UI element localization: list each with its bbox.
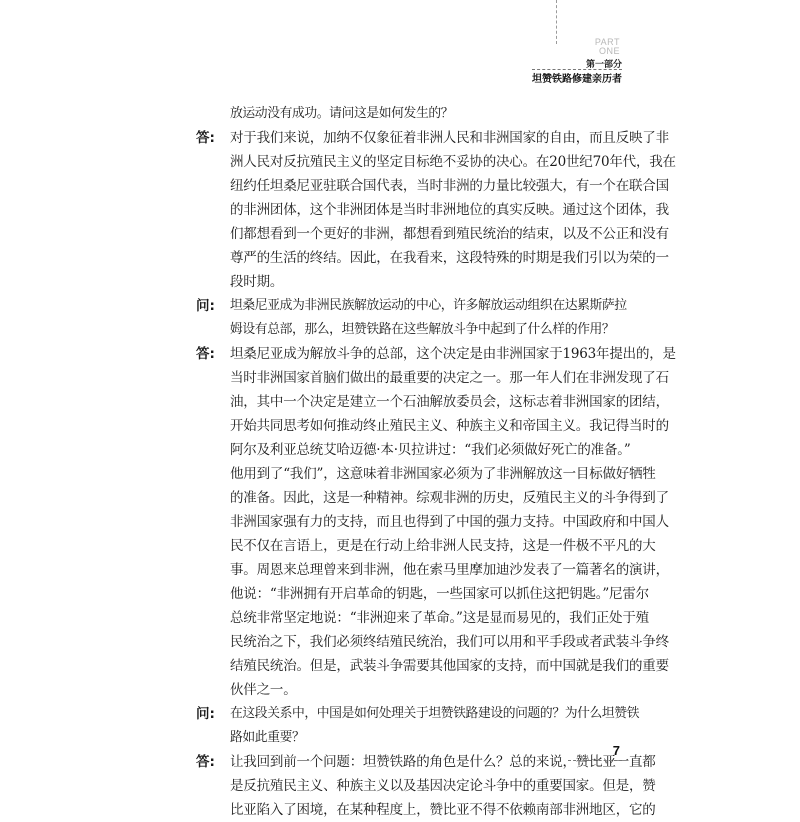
text-line: 坦桑尼亚成为解放斗争的总部，这个决定是由非洲国家于1963年提出的，是 <box>230 346 676 362</box>
answer-label: 答: <box>196 130 215 146</box>
text-line: 民不仅在言语上，更是在行动上给非洲人民支持，这是一件极不平凡的大 <box>230 538 656 554</box>
text-line: 民统治之下，我们必须终结殖民统治，我们可以用和平手段或者武装斗争终 <box>230 634 669 650</box>
section-label: 第一部分 <box>585 60 622 70</box>
answer-label: 答: <box>196 754 215 770</box>
text-line: 开始共同思考如何推动终止殖民主义、种族主义和帝国主义。我记得当时的 <box>230 418 669 434</box>
text-line: 非洲国家强有力的支持，而且也得到了中国的强力支持。中国政府和中国人 <box>230 514 669 530</box>
part-label-line2: ONE <box>598 46 620 56</box>
text-line: 当时非洲国家首脑们做出的最重要的决定之一。那一年人们在非洲发现了石 <box>230 370 669 386</box>
text-line: 路如此重要？ <box>230 730 305 745</box>
text-line: 是反抗殖民主义、种族主义以及基因决定论斗争中的重要国家。但是，赞 <box>230 778 656 794</box>
footer-divider <box>568 760 622 761</box>
question-paragraph <box>196 102 626 126</box>
answer-label: 答: <box>196 346 215 362</box>
text-line: 他说：“非洲拥有开启革命的钥匙，一些国家可以抓住这把钥匙。”尼雷尔 <box>230 586 649 602</box>
answer-paragraph <box>196 342 676 702</box>
text-line: 放运动没有成功。请问这是如何发生的？ <box>230 106 454 121</box>
text-line: 洲人民对反抗殖民主义的坚定目标绝不妥协的决心。在20世纪70年代，我在 <box>230 154 676 170</box>
text-line: 结殖民统治。但是，武装斗争需要其他国家的支持，而中国就是我们的重要 <box>230 658 669 674</box>
part-label <box>560 38 620 56</box>
text-line: 总统非常坚定地说：“非洲迎来了革命。”这是显而易见的，我们正处于殖 <box>230 610 649 626</box>
text-line: 纽约任坦桑尼亚驻联合国代表，当时非洲的力量比较强大，有一个在联合国 <box>230 178 669 194</box>
text-line: 坦桑尼亚成为非洲民族解放运动的中心，许多解放运动组织在达累斯萨拉 <box>230 298 627 313</box>
header-vertical-rule <box>556 0 557 44</box>
question-label: 问: <box>196 298 215 314</box>
text-line: 油，其中一个决定是建立一个石油解放委员会，这标志着非洲国家的团结， <box>230 394 669 410</box>
question-paragraph <box>196 702 640 750</box>
answer-paragraph <box>196 126 676 294</box>
text-line: 在这段关系中，中国是如何处理关于坦赞铁路建设的问题的？为什么坦赞铁 <box>230 706 640 721</box>
text-line: 比亚陷入了困境，在某种程度上，赞比亚不得不依赖南部非洲地区，它的 <box>230 802 656 818</box>
text-line: 事。周恩来总理曾来到非洲，他在索马里摩加迪沙发表了一篇著名的演讲， <box>230 562 669 578</box>
answer-paragraph <box>196 750 656 822</box>
text-line: 的非洲团体，这个非洲团体是当时非洲地位的真实反映。通过这个团体，我 <box>230 202 669 218</box>
page-number: 7 <box>612 743 620 758</box>
page-body <box>196 102 676 822</box>
text-line: 段时期。 <box>230 274 284 290</box>
text-line: 让我回到前一个问题：坦赞铁路的角色是什么？总的来说，赞比亚一直都 <box>230 754 656 770</box>
text-line: 对于我们来说，加纳不仅象征着非洲人民和非洲国家的自由，而且反映了非 <box>230 130 669 146</box>
text-line: 他用到了“我们”，这意味着非洲国家必须为了非洲解放这一目标做好牺牲 <box>230 466 656 482</box>
text-line: 阿尔及利亚总统艾哈迈德·本·贝拉讲过：“我们必须做好死亡的准备。” <box>230 442 631 458</box>
text-line: 伙伴之一。 <box>230 682 297 698</box>
text-line: 的准备。因此，这是一种精神。综观非洲的历史，反殖民主义的斗争得到了 <box>230 490 669 506</box>
text-line: 尊严的生活的终结。因此，在我看来，这段特殊的时期是我们引以为荣的一 <box>230 250 669 266</box>
running-title: 坦赞铁路修建亲历者 <box>532 74 622 85</box>
part-label-line1: PART <box>594 37 620 47</box>
text-line: 们都想看到一个更好的非洲，都想看到殖民统治的结束，以及不公正和没有 <box>230 226 669 242</box>
question-paragraph <box>196 294 626 342</box>
question-label: 问: <box>196 706 215 722</box>
text-line: 姆设有总部，那么，坦赞铁路在这些解放斗争中起到了什么样的作用？ <box>230 322 615 337</box>
